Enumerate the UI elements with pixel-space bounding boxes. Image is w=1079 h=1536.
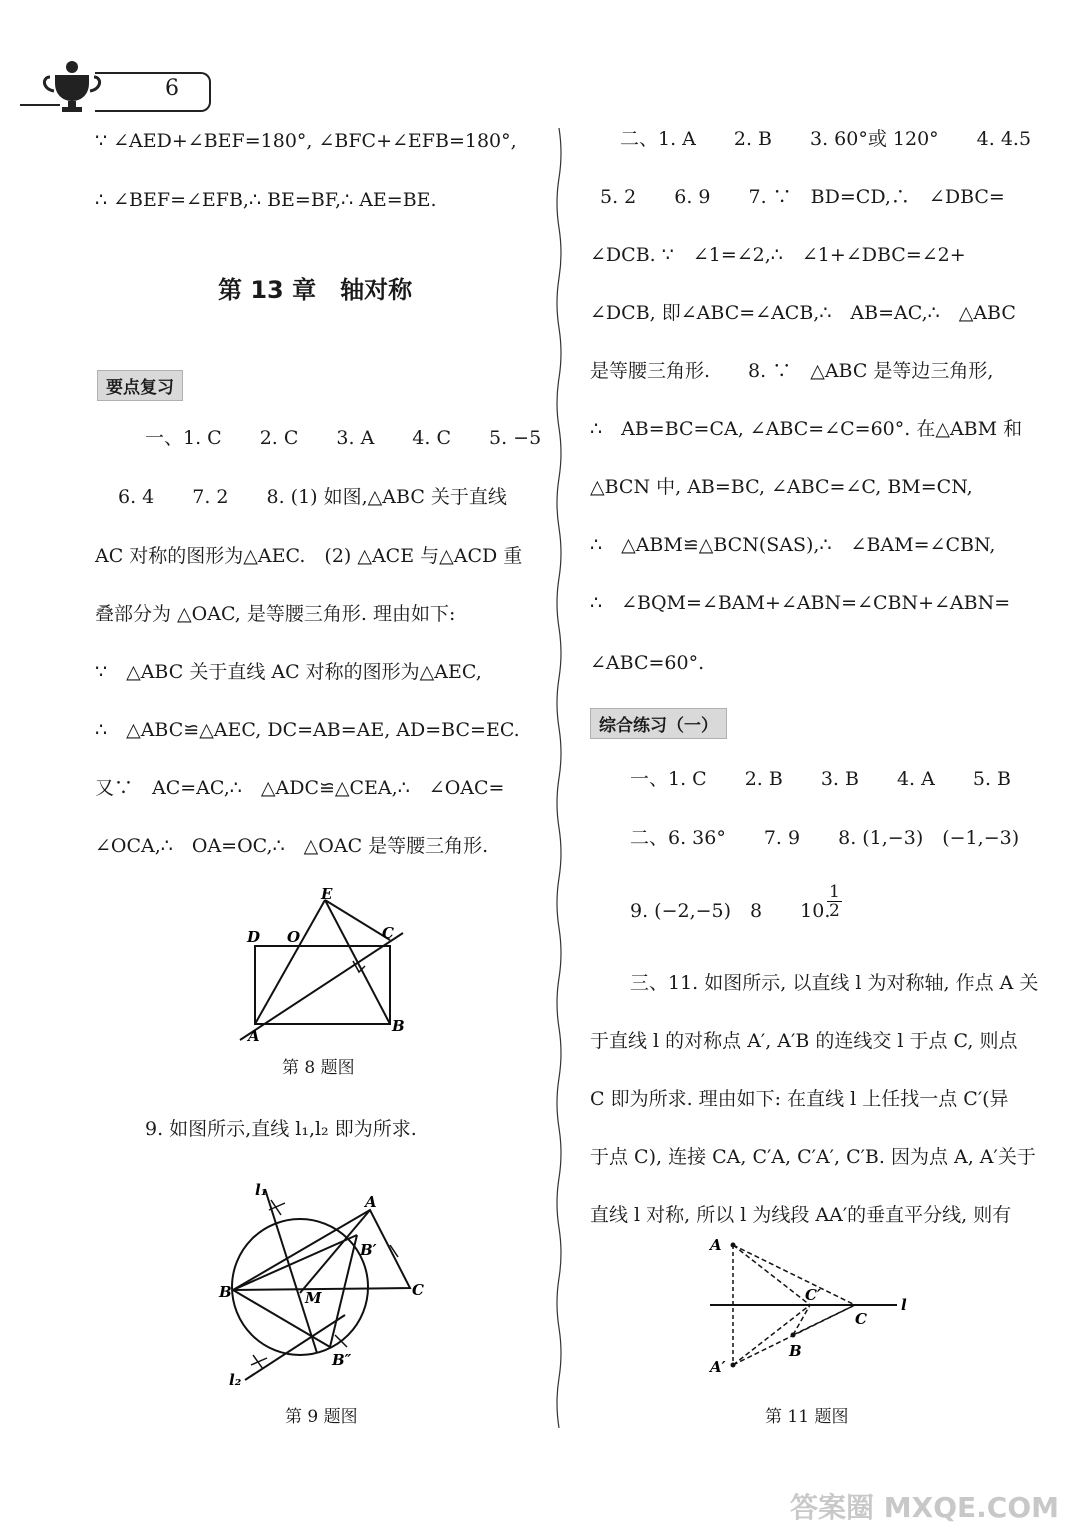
right-body-line: 二、1. A 2. B 3. 60°或 120° 4. 4.5 bbox=[620, 128, 1032, 150]
fig11-label-cprime: C′ bbox=[805, 1286, 821, 1304]
exercise-line: 二、6. 36° 7. 9 8. (1,−3) (−1,−3) bbox=[630, 827, 1020, 849]
column-divider bbox=[554, 128, 564, 1428]
right-body-line: ∠DCB. ∵ ∠1=∠2,∴ ∠1+∠DBC=∠2+ bbox=[590, 244, 966, 266]
fraction-one-half bbox=[827, 883, 842, 920]
fig9-label-b: B bbox=[219, 1283, 232, 1301]
left-line-1: ∵ ∠AED+∠BEF=180°, ∠BFC+∠EFB=180°, bbox=[95, 130, 517, 152]
page-number-box bbox=[95, 72, 211, 112]
left-body-line: 6. 4 7. 2 8. (1) 如图,△ABC 关于直线 bbox=[118, 486, 507, 508]
right-body-line: △BCN 中, AB=BC, ∠ABC=∠C, BM=CN, bbox=[590, 476, 973, 498]
fig9-label-l1: l₁ bbox=[255, 1181, 268, 1199]
fig9-label-bdoubleprime: B″ bbox=[332, 1351, 352, 1369]
right-body-line: ∴ ∠BQM=∠BAM+∠ABN=∠CBN+∠ABN= bbox=[590, 592, 1011, 614]
figure-11 bbox=[705, 1232, 920, 1387]
section-tag-review: 要点复习 bbox=[97, 370, 183, 401]
right-body-line: ∠DCB, 即∠ABC=∠ACB,∴ AB=AC,∴ △ABC bbox=[590, 302, 1016, 324]
figure-9 bbox=[215, 1175, 435, 1390]
page-number: 6 bbox=[165, 76, 179, 101]
left-body-line: 一、1. C 2. C 3. A 4. C 5. −5 bbox=[145, 427, 542, 449]
left-body-line: ∵ △ABC 关于直线 AC 对称的图形为△AEC, bbox=[95, 661, 482, 683]
fig8-label-e: E bbox=[321, 888, 333, 903]
left-body-line: AC 对称的图形为△AEC. (2) △ACE 与△ACD 重 bbox=[95, 545, 523, 567]
fig11-label-b: B bbox=[789, 1342, 802, 1360]
left-body-line: 叠部分为 △OAC, 是等腰三角形. 理由如下: bbox=[95, 603, 456, 625]
q11-line: 三、11. 如图所示, 以直线 l 为对称轴, 作点 A 关 bbox=[630, 972, 1039, 994]
chapter-title: 第 13 章 轴对称 bbox=[218, 276, 413, 304]
fig11-label-l: l bbox=[901, 1296, 907, 1314]
section-tag-exercise: 综合练习（一） bbox=[590, 708, 727, 739]
left-body-line: 又∵ AC=AC,∴ △ADC≌△CEA,∴ ∠OAC= bbox=[95, 777, 505, 799]
right-body-line: ∴ △ABM≌△BCN(SAS),∴ ∠BAM=∠CBN, bbox=[590, 534, 996, 556]
fig11-label-c: C bbox=[855, 1310, 867, 1328]
exercise-line: 一、1. C 2. B 3. B 4. A 5. B bbox=[630, 768, 1011, 790]
right-body-line: ∴ AB=BC=CA, ∠ABC=∠C=60°. 在△ABM 和 bbox=[590, 418, 1023, 440]
fig11-label-a: A bbox=[710, 1236, 722, 1254]
fig9-label-bprime: B′ bbox=[360, 1241, 377, 1259]
q9-text: 9. 如图所示,直线 l₁,l₂ 即为所求. bbox=[145, 1118, 417, 1140]
fig9-label-m: M bbox=[305, 1289, 322, 1307]
fig8-label-a: A bbox=[248, 1027, 260, 1045]
q11-line: 于点 C), 连接 CA, C′A, C′A′, C′B. 因为点 A, A′关于 bbox=[590, 1146, 1036, 1168]
fig11-caption: 第 11 题图 bbox=[765, 1407, 849, 1427]
fig11-label-aprime: A′ bbox=[710, 1358, 726, 1376]
fig8-label-d: D bbox=[247, 928, 261, 946]
watermark-logo: 答案圈 MXQE.COM bbox=[790, 1491, 1059, 1524]
right-body-line: 5. 2 6. 9 7. ∵ BD=CD,∴ ∠DBC= bbox=[600, 186, 1005, 208]
q11-line: 于直线 l 的对称点 A′, A′B 的连线交 l 于点 C, 则点 bbox=[590, 1030, 1018, 1052]
fig8-label-b: B bbox=[392, 1017, 405, 1035]
q11-line: 直线 l 对称, 所以 l 为线段 AA′的垂直平分线, 则有 bbox=[590, 1204, 1012, 1226]
fraction-denominator: 2 bbox=[829, 901, 840, 921]
figure-8 bbox=[235, 888, 415, 1048]
exercise-line: 9. (−2,−5) 8 10. bbox=[630, 900, 831, 922]
fraction-numerator: 1 bbox=[829, 882, 840, 902]
q11-line: C 即为所求. 理由如下: 在直线 l 上任找一点 C′(异 bbox=[590, 1088, 1009, 1110]
fig8-label-o: O bbox=[287, 928, 301, 946]
fig9-label-c: C bbox=[412, 1281, 424, 1299]
fig9-caption: 第 9 题图 bbox=[285, 1407, 358, 1427]
right-body-line: ∠ABC=60°. bbox=[590, 652, 705, 674]
fig9-label-l2: l₂ bbox=[229, 1371, 242, 1389]
fig8-label-c: C bbox=[382, 924, 394, 942]
right-body-line: 是等腰三角形. 8. ∵ △ABC 是等边三角形, bbox=[590, 360, 994, 382]
fig9-label-a: A bbox=[365, 1193, 377, 1211]
fig8-caption: 第 8 题图 bbox=[282, 1058, 355, 1078]
left-line-2: ∴ ∠BEF=∠EFB,∴ BE=BF,∴ AE=BE. bbox=[95, 189, 437, 211]
left-body-line: ∴ △ABC≌△AEC, DC=AB=AE, AD=BC=EC. bbox=[95, 719, 520, 741]
left-body-line: ∠OCA,∴ OA=OC,∴ △OAC 是等腰三角形. bbox=[95, 835, 489, 857]
